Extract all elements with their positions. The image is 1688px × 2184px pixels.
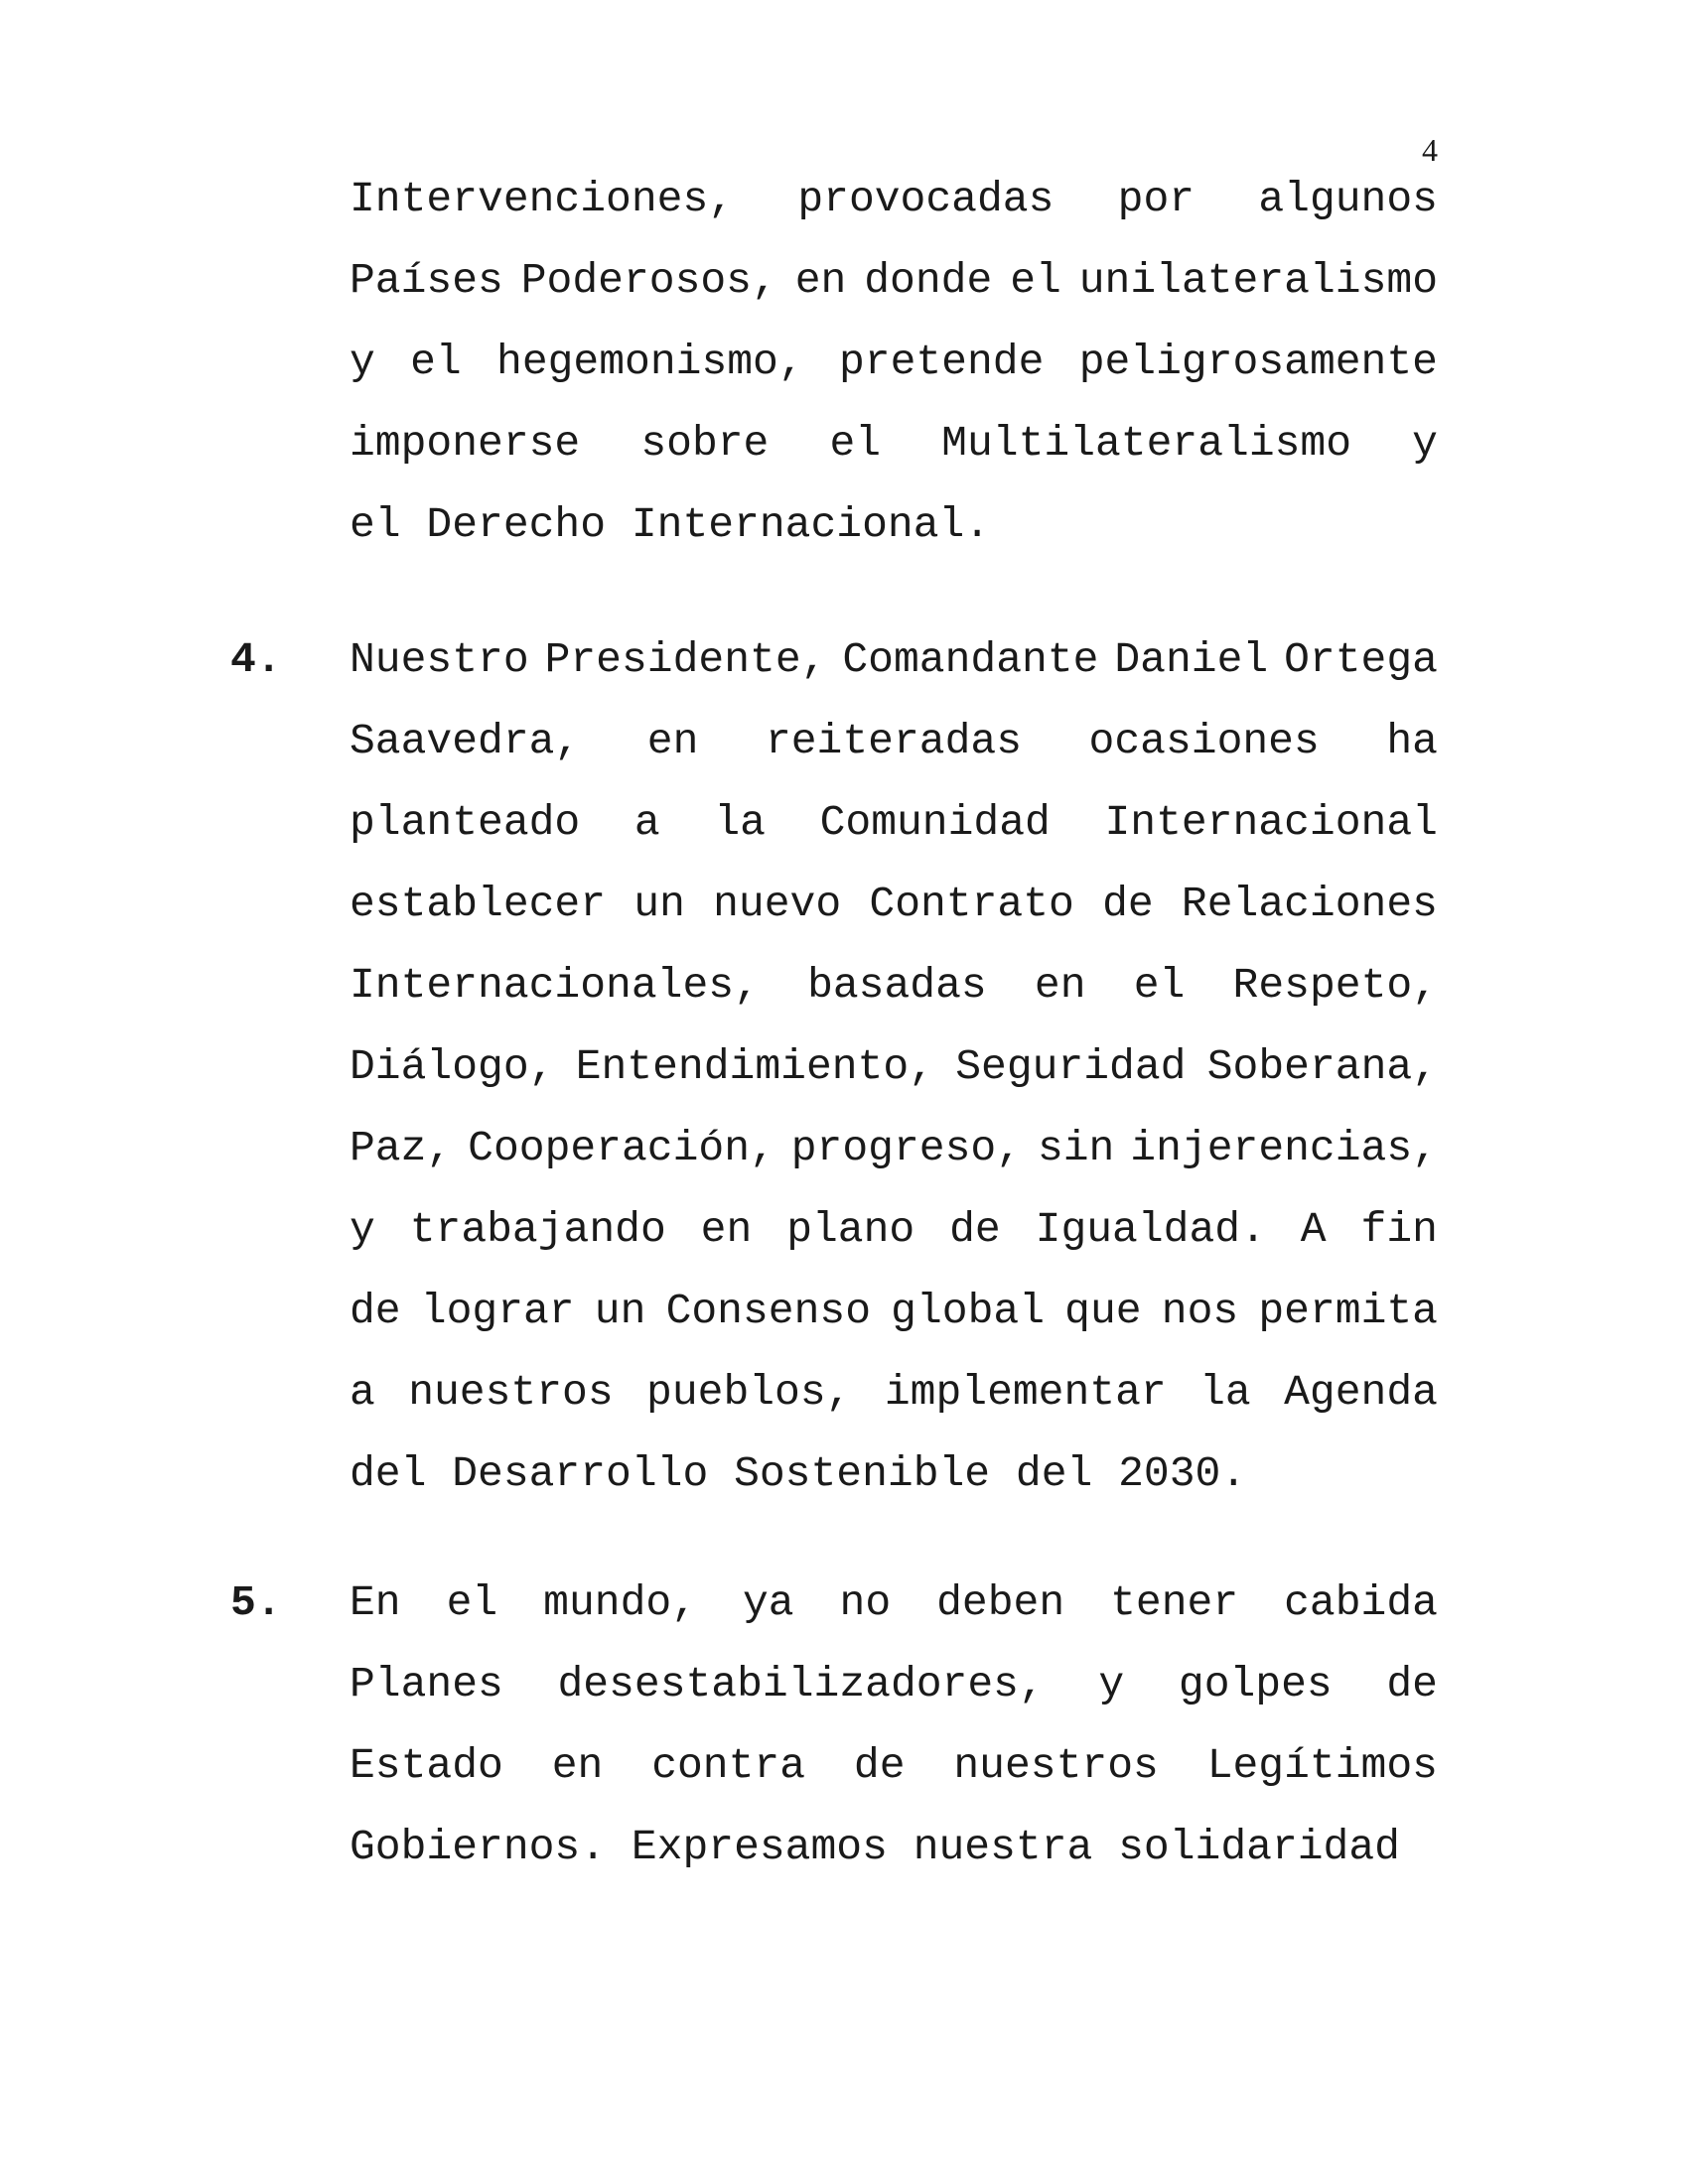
word: hegemonismo, bbox=[496, 338, 804, 386]
word: Entendimiento, bbox=[575, 1042, 934, 1091]
text-line bbox=[350, 322, 1438, 403]
word: Soberana, bbox=[1206, 1042, 1438, 1091]
text-line bbox=[350, 1725, 1438, 1807]
word: ha bbox=[1386, 717, 1438, 765]
word: a bbox=[633, 798, 660, 847]
text-line bbox=[350, 1352, 1438, 1433]
word: ocasiones bbox=[1088, 717, 1320, 765]
text-line bbox=[350, 1644, 1438, 1725]
word: nuevo bbox=[713, 880, 842, 928]
word: de bbox=[1386, 1660, 1438, 1708]
word: basadas bbox=[807, 961, 987, 1010]
word: el bbox=[1133, 961, 1186, 1010]
word: Diálogo, bbox=[350, 1042, 555, 1091]
word: la bbox=[714, 798, 766, 847]
word: Presidente, bbox=[544, 635, 827, 684]
word: Respeto, bbox=[1232, 961, 1438, 1010]
word: pretende bbox=[838, 338, 1045, 386]
word: y bbox=[1098, 1660, 1125, 1708]
word: nuestros bbox=[408, 1368, 614, 1417]
word: que bbox=[1064, 1287, 1142, 1335]
word: a bbox=[350, 1368, 375, 1417]
word: implementar bbox=[884, 1368, 1167, 1417]
text-line bbox=[350, 701, 1438, 782]
text-line bbox=[350, 403, 1438, 484]
word: planteado bbox=[350, 798, 581, 847]
word: A bbox=[1300, 1205, 1327, 1254]
word: de bbox=[350, 1287, 401, 1335]
word: establecer bbox=[350, 880, 607, 928]
page-number: 4 bbox=[1422, 132, 1438, 168]
word: unilateralismo bbox=[1078, 256, 1438, 305]
word: plano bbox=[786, 1205, 915, 1254]
word: golpes bbox=[1178, 1660, 1333, 1708]
word: Internacional bbox=[1104, 798, 1438, 847]
word: el bbox=[1010, 256, 1061, 305]
word: nuestros bbox=[953, 1741, 1159, 1790]
word: un bbox=[594, 1287, 646, 1335]
word: reiteradas bbox=[765, 717, 1022, 765]
word: sobre bbox=[640, 419, 770, 468]
text-line bbox=[350, 1026, 1438, 1108]
word: el bbox=[446, 1578, 498, 1627]
word: mundo, bbox=[543, 1578, 697, 1627]
word: el bbox=[829, 419, 882, 468]
word: global bbox=[891, 1287, 1045, 1335]
word: Saavedra, bbox=[350, 717, 581, 765]
text-line bbox=[350, 1189, 1438, 1271]
word: y bbox=[350, 1205, 375, 1254]
text-line bbox=[350, 1271, 1438, 1352]
word: Estado bbox=[350, 1741, 503, 1790]
text-line bbox=[350, 945, 1438, 1026]
word: en bbox=[551, 1741, 604, 1790]
word: de bbox=[949, 1205, 1001, 1254]
word: de bbox=[853, 1741, 906, 1790]
text-line bbox=[350, 484, 1438, 566]
word: de bbox=[1102, 880, 1154, 928]
word: lograr bbox=[420, 1287, 575, 1335]
word: no bbox=[839, 1578, 892, 1627]
word: en bbox=[646, 717, 699, 765]
paragraph-4 bbox=[350, 619, 1438, 1515]
word: Relaciones bbox=[1181, 880, 1438, 928]
word: en bbox=[1034, 961, 1086, 1010]
line-text: el Derecho Internacional. bbox=[350, 500, 991, 549]
word: ya bbox=[742, 1578, 794, 1627]
paragraph-5 bbox=[350, 1563, 1438, 1888]
word: contra bbox=[651, 1741, 806, 1790]
word: En bbox=[350, 1578, 401, 1627]
word: Nuestro bbox=[350, 635, 529, 684]
text-line bbox=[350, 1563, 1438, 1644]
paragraph-number-4: 4. bbox=[230, 635, 282, 684]
word: Intervenciones, bbox=[350, 175, 735, 223]
word: nos bbox=[1161, 1287, 1239, 1335]
word: donde bbox=[864, 256, 993, 305]
word: Comunidad bbox=[819, 798, 1051, 847]
word: Contrato bbox=[869, 880, 1074, 928]
paragraph-number-5: 5. bbox=[230, 1578, 282, 1627]
word: Ortega bbox=[1284, 635, 1438, 684]
word: y bbox=[350, 338, 375, 386]
word: Igualdad. bbox=[1035, 1205, 1266, 1254]
word: imponerse bbox=[350, 419, 581, 468]
word: Paz, bbox=[350, 1124, 453, 1172]
word: el bbox=[410, 338, 462, 386]
text-line bbox=[350, 1433, 1438, 1515]
text-line bbox=[350, 159, 1438, 240]
word: injerencias, bbox=[1130, 1124, 1438, 1172]
text-line bbox=[350, 782, 1438, 864]
text-line bbox=[350, 1108, 1438, 1189]
line-text: del Desarrollo Sostenible del 2030. bbox=[350, 1449, 1247, 1498]
line-text: Gobiernos. Expresamos nuestra solidaridad bbox=[350, 1823, 1400, 1871]
word: Multilateralismo bbox=[941, 419, 1352, 468]
word: fin bbox=[1360, 1205, 1438, 1254]
word: Países bbox=[350, 256, 503, 305]
word: en bbox=[700, 1205, 753, 1254]
word: provocadas bbox=[797, 175, 1055, 223]
word: Planes bbox=[350, 1660, 503, 1708]
word: Internacionales, bbox=[350, 961, 760, 1010]
word: pueblos, bbox=[646, 1368, 852, 1417]
text-line bbox=[350, 619, 1438, 701]
text-line bbox=[350, 864, 1438, 945]
word: progreso, bbox=[790, 1124, 1022, 1172]
word: algunos bbox=[1258, 175, 1438, 223]
word: en bbox=[794, 256, 847, 305]
word: y bbox=[1412, 419, 1438, 468]
word: Daniel bbox=[1114, 635, 1269, 684]
word: cabida bbox=[1284, 1578, 1438, 1627]
word: Poderosos, bbox=[520, 256, 777, 305]
word: Agenda bbox=[1284, 1368, 1438, 1417]
word: Cooperación, bbox=[468, 1124, 775, 1172]
word: un bbox=[633, 880, 685, 928]
word: Consenso bbox=[665, 1287, 871, 1335]
intro-paragraph bbox=[350, 159, 1438, 566]
word: permita bbox=[1258, 1287, 1438, 1335]
word: Legítimos bbox=[1206, 1741, 1438, 1790]
word: deben bbox=[936, 1578, 1065, 1627]
word: tener bbox=[1110, 1578, 1239, 1627]
word: por bbox=[1117, 175, 1196, 223]
word: peligrosamente bbox=[1078, 338, 1438, 386]
word: sin bbox=[1037, 1124, 1115, 1172]
text-line bbox=[350, 240, 1438, 322]
word: Comandante bbox=[842, 635, 1099, 684]
text-line bbox=[350, 1807, 1438, 1888]
word: desestabilizadores, bbox=[557, 1660, 1045, 1708]
word: Seguridad bbox=[955, 1042, 1187, 1091]
word: trabajando bbox=[409, 1205, 666, 1254]
word: la bbox=[1199, 1368, 1251, 1417]
